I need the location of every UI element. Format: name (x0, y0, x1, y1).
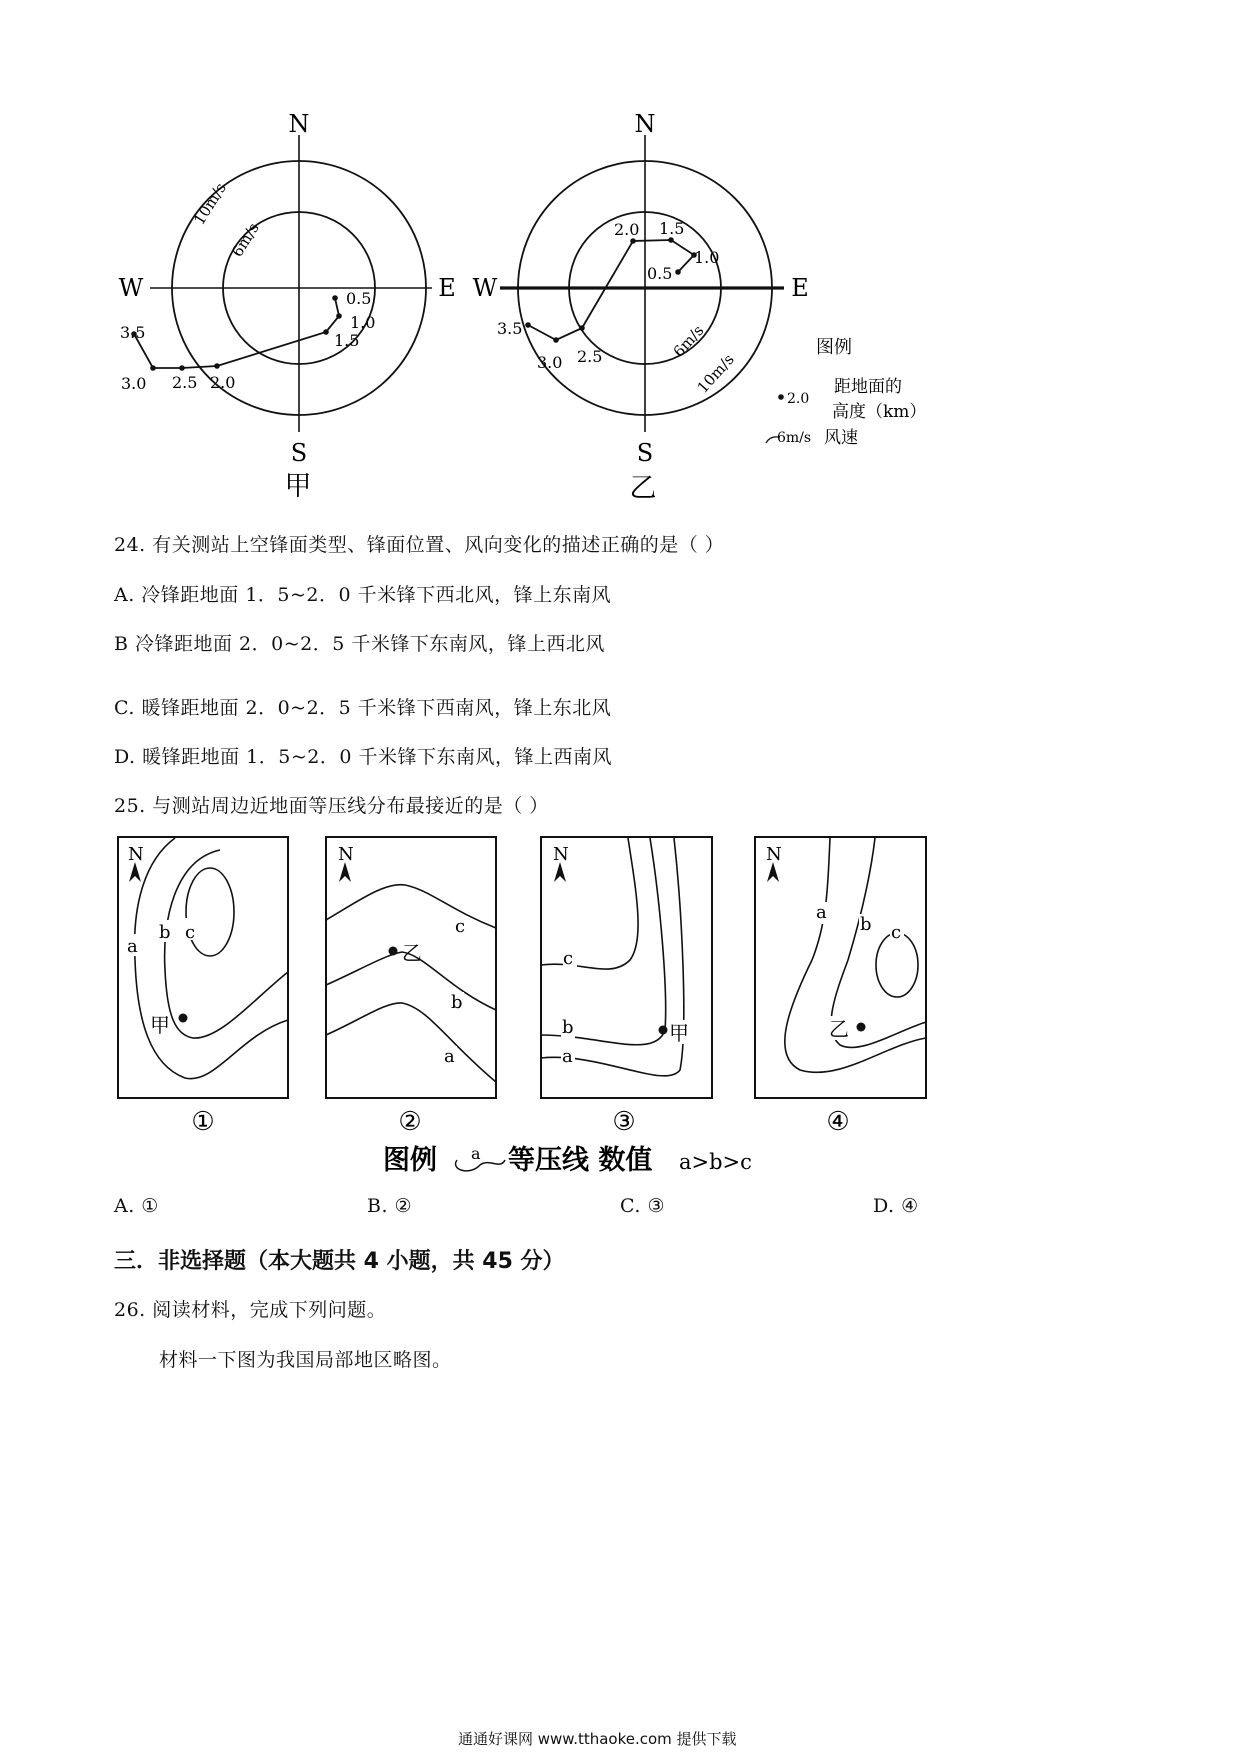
legend-height-label-2: 高度（km） (832, 402, 927, 422)
map-number-2: ② (398, 1107, 422, 1137)
q24-option-d[interactable]: D. 暖锋距地面 1．5~2．0 千米锋下东南风，锋上西南风 (114, 746, 612, 768)
height-label-1.0: 1.0 (350, 313, 376, 332)
point-2.5 (179, 365, 185, 371)
q26-material-1: 材料一下图为我国局部地区略图。 (159, 1349, 452, 1371)
compass-e: E (791, 274, 809, 302)
height-label-3.0: 3.0 (121, 374, 147, 393)
point-3.0 (150, 365, 156, 371)
q24-option-b[interactable]: B 冷锋距地面 2．0~2．5 千米锋下东南风，锋上西北风 (114, 633, 605, 655)
height-label-3.5: 3.5 (120, 323, 146, 342)
compass-e: E (438, 274, 456, 302)
label-c: c (563, 948, 574, 969)
station-dot (857, 1023, 866, 1032)
point-0.5 (332, 295, 338, 301)
page-footer: 通通好课网 www.tthaoke.com 提供下载 (458, 1730, 737, 1748)
point-2.0 (214, 363, 220, 369)
height-points (525, 237, 697, 343)
compass-s: S (636, 439, 654, 467)
ring-label-6ms: 6m/s (228, 219, 263, 261)
legend-speed-label: 风速 (824, 428, 858, 448)
north-label: N (553, 844, 569, 865)
point-3.5 (525, 322, 531, 328)
height-label-2.5: 2.5 (577, 347, 603, 366)
isobar-legend (383, 1144, 752, 1176)
label-c: c (891, 922, 902, 943)
q25-option-b[interactable]: B. ② (367, 1195, 413, 1217)
legend-sample-height: 2.0 (787, 391, 810, 407)
isobar-maps-figure (0, 820, 1240, 1180)
question-25-stem: 25. 与测站周边近地面等压线分布最接近的是（ ） (114, 795, 549, 817)
point-1.5 (668, 237, 674, 243)
label-b: b (860, 914, 872, 935)
isobar-c (326, 885, 496, 928)
label-c: c (455, 916, 466, 937)
point-2.5 (579, 325, 585, 331)
wind-profile-line (528, 240, 694, 340)
isobar-a (785, 838, 926, 1072)
label-b: b (562, 1017, 574, 1038)
isobar-map-2 (326, 837, 496, 1137)
label-b: b (451, 992, 463, 1013)
point-1.0 (336, 313, 342, 319)
legend-title: 图例 (816, 337, 852, 358)
section-3-title: 三．非选择题（本大题共 4 小题，共 45 分） (114, 1249, 565, 1274)
point-1.5 (323, 329, 329, 335)
ring-label-10ms: 10m/s (190, 179, 230, 229)
height-label-3.5: 3.5 (497, 319, 523, 338)
wind-profile-line (134, 298, 339, 368)
north-arrow-icon (339, 862, 351, 882)
legend-text: 等压线 数值 (508, 1145, 653, 1176)
isobar-map-1 (118, 837, 288, 1137)
label-a: a (562, 1046, 573, 1067)
ring-label-10ms: 10m/s (693, 350, 738, 397)
map-number-4: ④ (826, 1107, 850, 1137)
station-label: 甲 (150, 1013, 170, 1037)
label-a: a (444, 1046, 455, 1067)
height-label-2.0: 2.0 (210, 373, 236, 392)
ring-label-6ms: 6m/s (669, 321, 708, 361)
map-number-1: ① (191, 1107, 215, 1137)
north-label: N (766, 844, 782, 865)
diagram-caption-yi: 乙 (629, 473, 657, 504)
label-c: c (185, 922, 196, 943)
q25-option-d[interactable]: D. ④ (873, 1195, 919, 1217)
compass-n: N (288, 110, 310, 138)
north-arrow-icon (129, 862, 141, 882)
label-a: a (816, 902, 827, 923)
q25-option-a[interactable]: A. ① (114, 1195, 159, 1217)
wind-legend (766, 337, 926, 448)
wind-diagram-jia (119, 110, 456, 502)
isobar-map-4 (755, 837, 926, 1137)
q25-option-c[interactable]: C. ③ (620, 1195, 665, 1217)
q24-option-a[interactable]: A. 冷锋距地面 1．5~2．0 千米锋下西北风，锋上东南风 (114, 584, 612, 606)
north-label: N (128, 844, 144, 865)
legend-sample-speed: 6m/s (777, 430, 812, 446)
station-dot (179, 1014, 188, 1023)
map-number-3: ③ (612, 1107, 636, 1137)
legend-point-dot (778, 394, 784, 400)
station-label: 乙 (402, 941, 422, 965)
point-3.0 (553, 337, 559, 343)
compass-s: S (290, 439, 308, 467)
north-arrow-icon (767, 862, 779, 882)
height-label-0.5: 0.5 (346, 289, 372, 308)
compass-n: N (634, 110, 656, 138)
compass-w: W (118, 274, 144, 302)
height-label-1.0: 1.0 (694, 248, 720, 267)
height-label-0.5: 0.5 (647, 264, 673, 283)
station-label: 甲 (669, 1021, 689, 1045)
isobar-a (135, 838, 288, 1079)
point-2.0 (630, 238, 636, 244)
station-dot (389, 947, 398, 956)
station-label: 乙 (829, 1017, 849, 1041)
legend-title: 图例 (383, 1145, 437, 1176)
legend-height-label-1: 距地面的 (834, 377, 902, 397)
question-26-stem: 26. 阅读材料，完成下列问题。 (114, 1299, 387, 1321)
wind-profile-figure (0, 0, 1240, 510)
legend-sample-label: a (471, 1144, 481, 1163)
height-label-1.5: 1.5 (334, 331, 360, 350)
q24-option-c[interactable]: C. 暖锋距地面 2．0~2．5 千米锋下西南风，锋上东北风 (114, 697, 612, 719)
isobar-a (326, 1003, 496, 1082)
height-label-2.5: 2.5 (172, 373, 198, 392)
height-label-2.0: 2.0 (614, 220, 640, 239)
north-arrow-icon (554, 862, 566, 882)
point-0.5 (675, 269, 681, 275)
label-b: b (159, 922, 171, 943)
label-a: a (127, 936, 138, 957)
north-label: N (338, 844, 354, 865)
compass-w: W (472, 274, 498, 302)
diagram-caption-jia: 甲 (284, 471, 312, 502)
station-dot (659, 1026, 668, 1035)
wind-diagram-yi (472, 110, 812, 504)
question-24-stem: 24. 有关测站上空锋面类型、锋面位置、风向变化的描述正确的是（ ） (114, 534, 725, 556)
height-label-1.5: 1.5 (659, 219, 685, 238)
height-label-3.0: 3.0 (537, 353, 563, 372)
legend-relation: a>b>c (679, 1150, 752, 1174)
isobar-map-3 (541, 837, 712, 1137)
